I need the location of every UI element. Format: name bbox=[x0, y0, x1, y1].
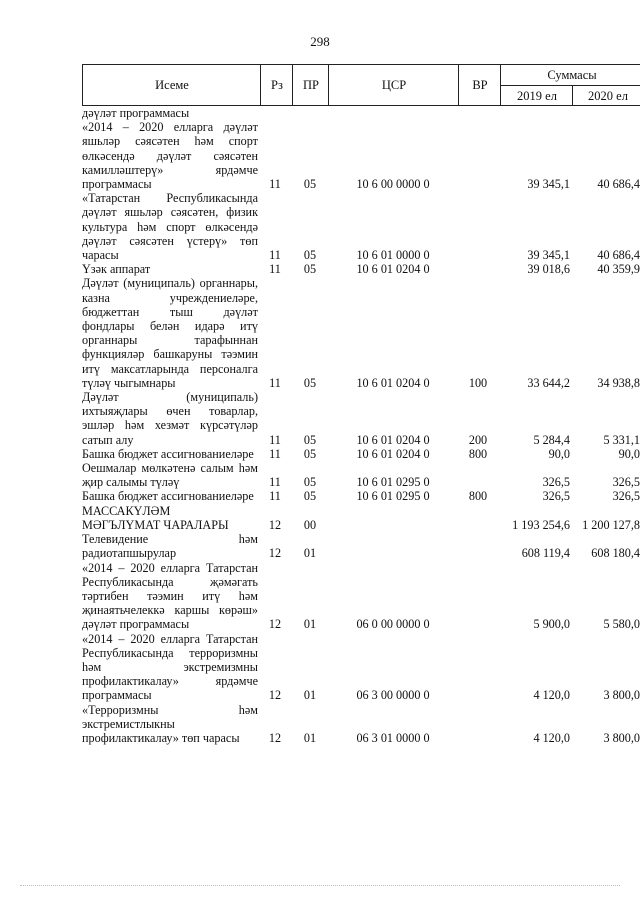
row-pr: 05 bbox=[303, 489, 317, 504]
row-sum-2020: 608 180,4 bbox=[591, 546, 640, 561]
row-rz: 12 bbox=[268, 617, 282, 632]
row-rz: 11 bbox=[269, 262, 281, 277]
row-rz: 11 bbox=[269, 177, 281, 192]
table-row bbox=[82, 461, 640, 489]
row-name: «Татарстан Республикасында дәүләт яшьләр сәясәтен, физик культура һәм спорт өлкәсендә дәүләт сәясәтен үстерү» төп чарасы bbox=[82, 191, 258, 263]
row-vr: 100 bbox=[468, 375, 488, 390]
row-name: «Терроризмны һәм экстремистлыкны профилактикалау» төп чарасы bbox=[82, 702, 258, 745]
row-sum-2020: 5 580,0 bbox=[603, 617, 640, 632]
header-pr: ПР bbox=[292, 65, 329, 105]
row-sum-2019: 326,5 bbox=[542, 489, 570, 504]
row-csr: 10 6 01 0204 0 bbox=[356, 446, 430, 461]
row-sum-2019: 39 345,1 bbox=[527, 248, 570, 263]
row-name: дәүләт программасы «2014 – 2020 елларга дәүләт яшьләр сәясәтен һәм спорт өлкәсендә дәүләт сәясәтен камилләштерү» ярдәмче программасы bbox=[82, 106, 258, 192]
row-csr: 10 6 01 0295 0 bbox=[356, 475, 430, 490]
row-sum-2020: 326,5 bbox=[612, 489, 640, 504]
row-pr: 05 bbox=[303, 475, 317, 490]
table-header bbox=[82, 64, 640, 106]
row-rz: 12 bbox=[268, 688, 282, 703]
row-csr: 06 3 00 0000 0 bbox=[356, 688, 430, 703]
row-rz: 12 bbox=[268, 730, 282, 745]
row-rz: 11 bbox=[269, 489, 281, 504]
row-pr: 05 bbox=[303, 432, 317, 447]
row-name: «2014 – 2020 елларга Татарстан Республикасында җәмәгать тәртибен тәэмин итү һәм җинаятьчелеккә каршы көрәш» дәүләт программасы bbox=[82, 560, 258, 632]
row-pr: 05 bbox=[303, 446, 317, 461]
row-sum-2019: 5 284,4 bbox=[533, 432, 570, 447]
row-rz: 11 bbox=[269, 375, 281, 390]
row-csr: 06 0 00 0000 0 bbox=[356, 617, 430, 632]
row-name: Дәүләт (муниципаль) органнары, казна учреждениеләре, бюджеттан тыш дәүләт фондлары белән идарә итү органнары тарафыннан функцияләр башкаруны тәэмин итү максатларында персоналга түләү чыгымнары bbox=[82, 276, 258, 390]
table-row bbox=[82, 191, 640, 262]
row-sum-2019: 326,5 bbox=[542, 475, 570, 490]
row-sum-2019: 1 193 254,6 bbox=[512, 517, 570, 532]
row-csr: 06 3 01 0000 0 bbox=[356, 730, 430, 745]
table-row bbox=[82, 106, 640, 191]
row-sum-2019: 4 120,0 bbox=[533, 688, 570, 703]
row-sum-2019: 39 345,1 bbox=[527, 177, 570, 192]
row-csr: 10 6 01 0295 0 bbox=[356, 489, 430, 504]
row-name: Башка бюджет ассигнованиеләре bbox=[82, 446, 254, 461]
row-name: Башка бюджет ассигнованиеләре bbox=[82, 489, 254, 504]
table-row bbox=[82, 489, 640, 503]
row-pr: 05 bbox=[303, 248, 317, 263]
table-row bbox=[82, 561, 640, 632]
header-rz: Рз bbox=[260, 65, 293, 105]
row-pr: 01 bbox=[303, 617, 317, 632]
table-row bbox=[82, 262, 640, 276]
row-sum-2019: 39 018,6 bbox=[527, 262, 570, 277]
row-vr: 200 bbox=[468, 432, 488, 447]
table-row bbox=[82, 532, 640, 560]
row-csr: 10 6 01 0000 0 bbox=[356, 248, 430, 263]
row-sum-2019: 4 120,0 bbox=[533, 730, 570, 745]
row-sum-2019: 33 644,2 bbox=[527, 375, 570, 390]
row-vr: 800 bbox=[468, 489, 488, 504]
table-body bbox=[82, 106, 640, 745]
header-year-2020: 2020 ел bbox=[572, 85, 640, 106]
row-rz: 11 bbox=[269, 446, 281, 461]
row-sum-2020: 40 686,4 bbox=[597, 248, 640, 263]
row-sum-2020: 40 686,4 bbox=[597, 177, 640, 192]
row-sum-2019: 608 119,4 bbox=[521, 546, 570, 561]
row-pr: 01 bbox=[303, 546, 317, 561]
row-csr: 10 6 00 0000 0 bbox=[356, 177, 430, 192]
row-sum-2019: 5 900,0 bbox=[533, 617, 570, 632]
table-row bbox=[82, 447, 640, 461]
page-number: 298 bbox=[310, 34, 330, 49]
row-pr: 01 bbox=[303, 688, 317, 703]
header-sums: Суммасы bbox=[500, 65, 640, 85]
row-csr: 10 6 01 0204 0 bbox=[356, 432, 430, 447]
table-row bbox=[82, 504, 640, 532]
row-name: Телевидение һәм радиотапшырулар bbox=[82, 532, 258, 561]
row-sum-2019: 90,0 bbox=[548, 446, 570, 461]
row-sum-2020: 3 800,0 bbox=[603, 688, 640, 703]
row-sum-2020: 34 938,8 bbox=[597, 375, 640, 390]
row-name: МАССАКҮЛӘМ МӘГЪЛҮМАТ ЧАРАЛАРЫ bbox=[82, 503, 229, 532]
row-name: Оешмалар мөлкәтенә салым һәм җир салымы түләү bbox=[82, 461, 258, 490]
row-rz: 11 bbox=[269, 248, 281, 263]
row-name: Үзәк аппарат bbox=[82, 262, 151, 277]
row-sum-2020: 40 359,9 bbox=[597, 262, 640, 277]
row-rz: 12 bbox=[268, 517, 282, 532]
row-sum-2020: 1 200 127,8 bbox=[582, 517, 640, 532]
header-vr: ВР bbox=[458, 65, 501, 105]
row-pr: 05 bbox=[303, 375, 317, 390]
row-name: Дәүләт (муниципаль) ихтыяҗлары өчен товарлар, эшләр һәм хезмәт күрсәтүләр сатып алу bbox=[82, 390, 258, 447]
scan-artifact-line bbox=[20, 885, 620, 887]
row-vr: 800 bbox=[468, 446, 488, 461]
header-csr: ЦСР bbox=[328, 65, 459, 105]
row-csr: 10 6 01 0204 0 bbox=[356, 262, 430, 277]
table-row bbox=[82, 632, 640, 703]
row-sum-2020: 90,0 bbox=[618, 446, 640, 461]
row-pr: 01 bbox=[303, 730, 317, 745]
row-sum-2020: 5 331,1 bbox=[603, 432, 640, 447]
row-sum-2020: 3 800,0 bbox=[603, 730, 640, 745]
table-row bbox=[82, 703, 640, 746]
row-sum-2020: 326,5 bbox=[612, 475, 640, 490]
row-csr: 10 6 01 0204 0 bbox=[356, 375, 430, 390]
header-year-2019: 2019 ел bbox=[500, 85, 573, 106]
table-row bbox=[82, 390, 640, 447]
header-name: Исеме bbox=[82, 65, 261, 105]
row-pr: 05 bbox=[303, 262, 317, 277]
row-rz: 11 bbox=[269, 432, 281, 447]
row-pr: 05 bbox=[303, 177, 317, 192]
row-rz: 12 bbox=[268, 546, 282, 561]
row-pr: 00 bbox=[303, 517, 317, 532]
table-row bbox=[82, 276, 640, 390]
row-name: «2014 – 2020 елларга Татарстан Республикасында терроризмны һәм экстремизмны профилактикалау» ярдәмче программасы bbox=[82, 631, 258, 703]
row-rz: 11 bbox=[269, 475, 281, 490]
